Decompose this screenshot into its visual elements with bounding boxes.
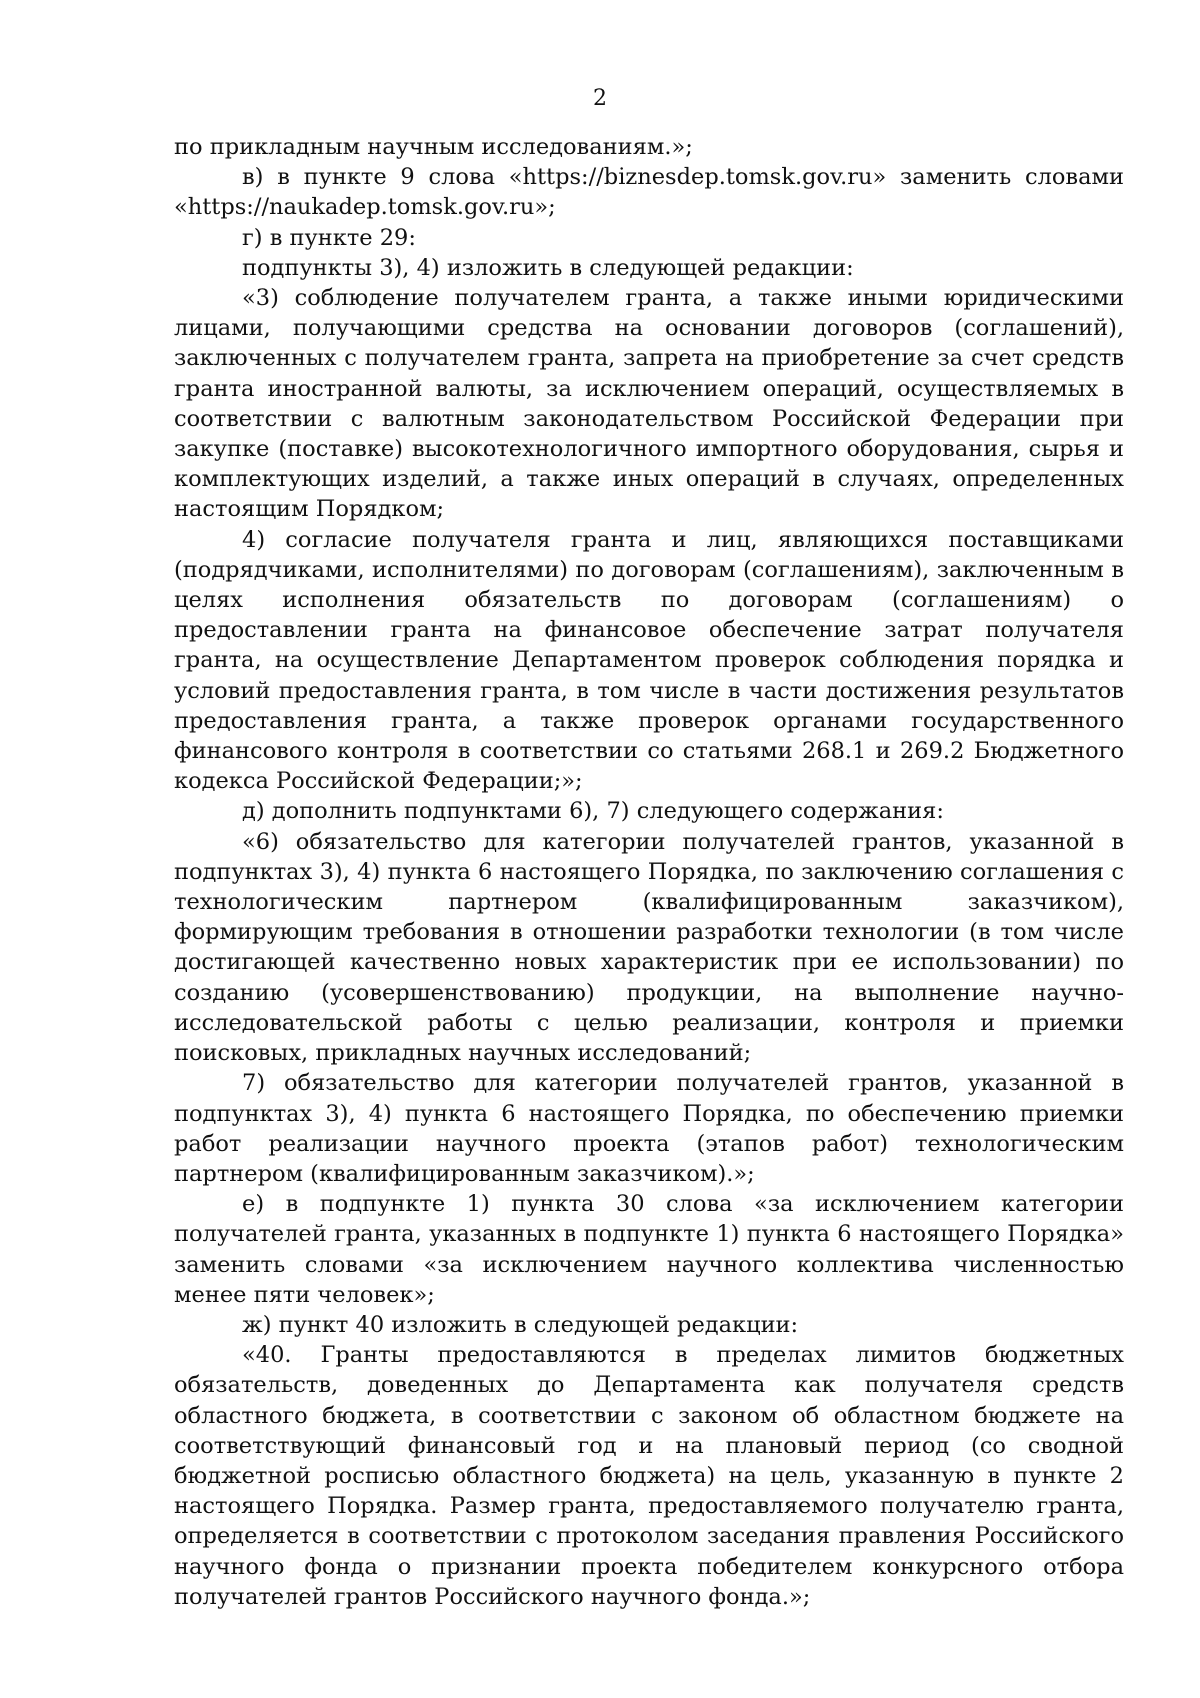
paragraph: е) в подпункте 1) пункта 30 слова «за исключением категории получателей гранта, указанных в подпункте 1) пункта 6 настоящего Порядка» заменить словами «за исключением научного коллектива численностью менее пяти человек»; bbox=[174, 1191, 1124, 1308]
paragraph: ж) пункт 40 изложить в следующей редакции: bbox=[242, 1311, 799, 1338]
paragraph: по прикладным научным исследованиям.»; bbox=[174, 134, 693, 160]
paragraph: 7) обязательство для категории получателей грантов, указанной в подпунктах 3), 4) пункта 6 настоящего Порядка, по обеспечению приемки работ реализации научного проекта (этапов работ) технологическим партнером (квалифицированным заказчиком).»; bbox=[174, 1070, 1124, 1187]
paragraph: 4) согласие получателя гранта и лиц, являющихся поставщиками (подрядчиками, исполнителями) по договорам (соглашениям), заключенным в целях исполнения обязательств по договорам (соглашениям) о предоставлении гранта на финансовое обеспечение затрат получателя гранта, на осуществление Департаментом проверок соблюдения порядка и условий предоставления гранта, в том числе в части достижения результатов предоставления гранта, а также проверок органами государственного финансового контроля в соответствии со статьями 268.1 и 269.2 Бюджетного кодекса Российской Федерации;»; bbox=[174, 526, 1124, 795]
paragraph: «3) соблюдение получателем гранта, а также иными юридическими лицами, получающими средства на основании договоров (соглашений), заключенных с получателем гранта, запрета на приобретение за счет средств гранта иностранной валюты, за исключением операций, осуществляемых в соответствии с валютным законодательством Российской Федерации при закупке (поставке) высокотехнологичного импортного оборудования, сырья и комплектующих изделий, а также иных операций в случаях, определенных настоящим Порядком; bbox=[174, 285, 1124, 523]
paragraph: г) в пункте 29: bbox=[242, 224, 416, 251]
paragraph: «6) обязательство для категории получателей грантов, указанной в подпунктах 3), 4) пункта 6 настоящего Порядка, по заключению соглашения с технологическим партнером (квалифицированным заказчиком), формирующим требования в отношении разработки технологии (в том числе достигающей качественно новых характеристик при ее использовании) по созданию (усовершенствованию) продукции, на выполнение научно-исследовательской работы с целью реализации, контроля и приемки поисковых, прикладных научных исследований; bbox=[174, 828, 1124, 1067]
paragraph: в) в пункте 9 слова «https://biznesdep.tomsk.gov.ru» заменить словами «https://naukadep.tomsk.gov.ru»; bbox=[174, 164, 1124, 221]
paragraph: «40. Гранты предоставляются в пределах лимитов бюджетных обязательств, доведенных до Департамента как получателя средств областного бюджета, в соответствии с законом об областном бюджете на соответствующий финансовый год и на плановый период (со сводной бюджетной росписью областного бюджета) на цель, указанную в пункте 2 настоящего Порядка. Размер гранта, предоставляемого получателю гранта, определяется в соответствии с протоколом заседания правления Российского научного фонда о признании проекта победителем конкурсного отбора получателей грантов Российского научного фонда.»; bbox=[174, 1342, 1124, 1610]
document-body bbox=[174, 132, 1124, 1612]
paragraph: подпункты 3), 4) изложить в следующей редакции: bbox=[242, 254, 854, 281]
paragraph: д) дополнить подпунктами 6), 7) следующего содержания: bbox=[242, 798, 944, 825]
page-number: 2 bbox=[593, 86, 607, 111]
